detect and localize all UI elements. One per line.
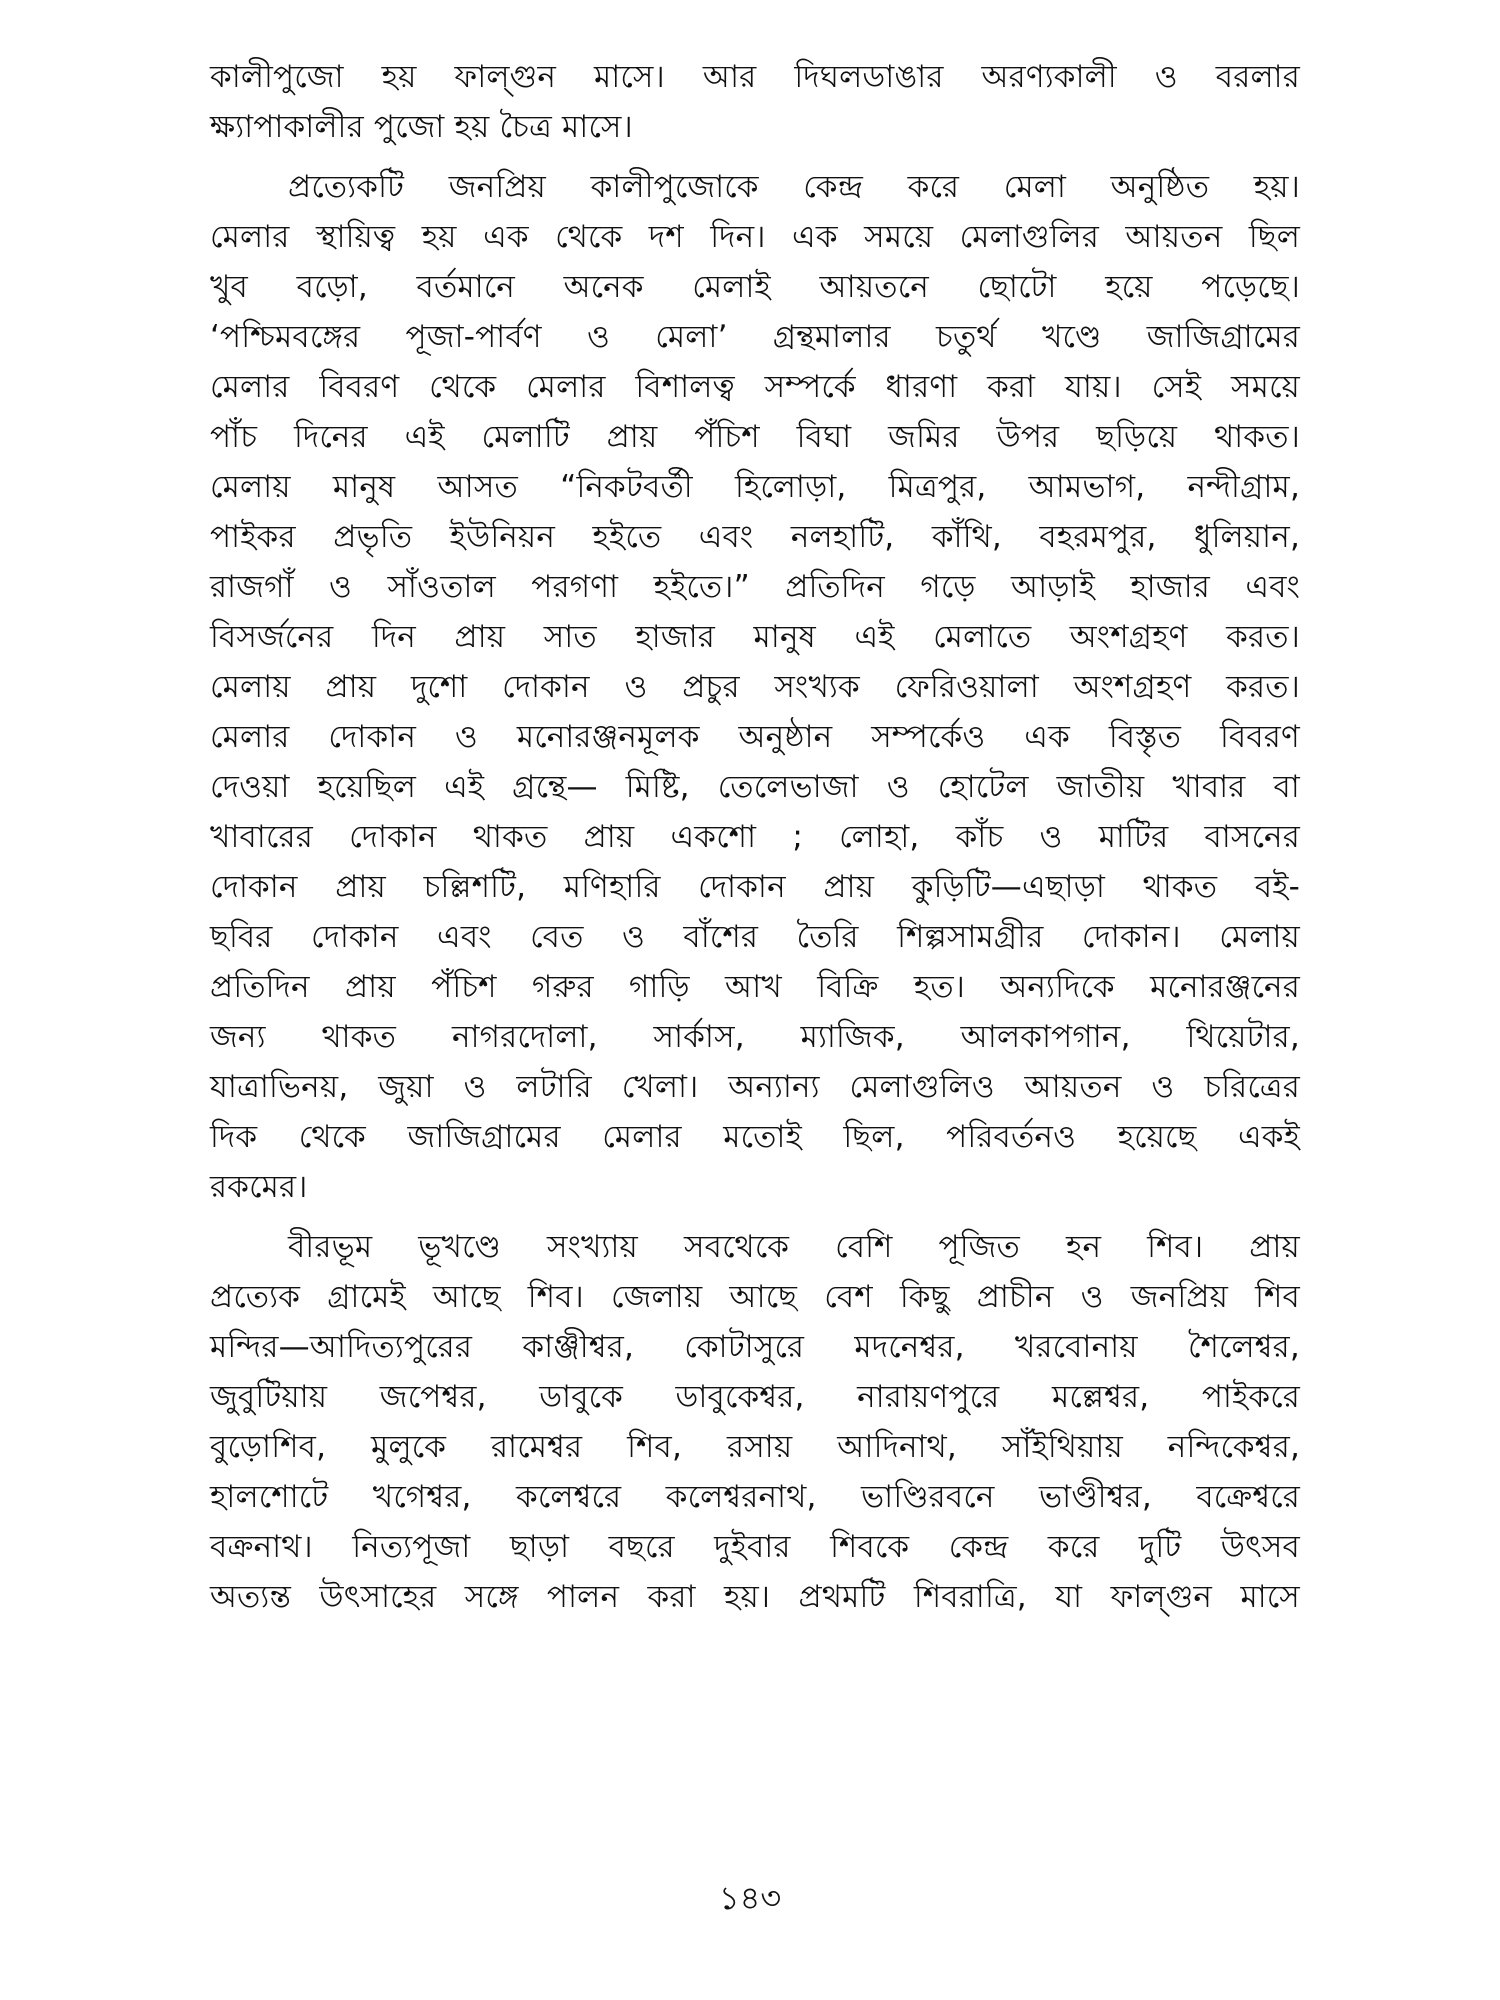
text-line: ছবির দোকান এবং বেত ও বাঁশের তৈরি শিল্পসামগ্রীর দোকান। মেলায় (210, 919, 1300, 955)
paragraph-1 (210, 52, 1300, 152)
paragraph-2 (210, 162, 1300, 1212)
text-line: বক্রনাথ। নিত্যপূজা ছাড়া বছরে দুইবার শিবকে কেন্দ্র করে দুটি উৎসব (210, 1529, 1300, 1565)
paragraph-gap (210, 152, 1300, 162)
text-line: রকমের। (210, 1169, 308, 1205)
text-line: প্রত্যেকটি জনপ্রিয় কালীপুজোকে কেন্দ্র করে মেলা অনুষ্ঠিত হয়। (288, 169, 1300, 205)
text-line: মেলায় প্রায় দুশো দোকান ও প্রচুর সংখ্যক ফেরিওয়ালা অংশগ্রহণ করত। (210, 669, 1300, 705)
text-line: দিক থেকে জাজিগ্রামের মেলার মতোই ছিল, পরিবর্তনও হয়েছে একই (210, 1119, 1300, 1155)
text-line: দেওয়া হয়েছিল এই গ্রন্থে— মিষ্টি, তেলেভাজা ও হোটেল জাতীয় খাবার বা (210, 769, 1300, 805)
paragraph-3 (210, 1222, 1300, 1622)
text-line: যাত্রাভিনয়, জুয়া ও লটারি খেলা। অন্যান্য মেলাগুলিও আয়তন ও চরিত্রের (210, 1069, 1300, 1105)
text-line: মেলার বিবরণ থেকে মেলার বিশালত্ব সম্পর্কে ধারণা করা যায়। সেই সময়ে (210, 369, 1300, 405)
text-line: জুবুটিয়ায় জপেশ্বর, ডাবুকে ডাবুকেশ্বর, নারায়ণপুরে মল্লেশ্বর, পাইকরে (210, 1379, 1300, 1415)
text-line: অত্যন্ত উৎসাহের সঙ্গে পালন করা হয়। প্রথমটি শিবরাত্রি, যা ফাল্গুন মাসে (210, 1579, 1300, 1615)
text-line: প্রতিদিন প্রায় পঁচিশ গরুর গাড়ি আখ বিক্রি হত। অন্যদিকে মনোরঞ্জনের (210, 969, 1300, 1005)
text-line: রাজগাঁ ও সাঁওতাল পরগণা হইতে।” প্রতিদিন গড়ে আড়াই হাজার এবং (210, 569, 1300, 605)
text-line: ক্ষ্যাপাকালীর পুজো হয় চৈত্র মাসে। (210, 109, 633, 145)
text-line: হালশোটে খগেশ্বর, কলেশ্বরে কলেশ্বরনাথ, ভাণ্ডিরবনে ভাণ্ডীশ্বর, বক্রেশ্বরে (210, 1479, 1300, 1515)
text-line: খাবারের দোকান থাকত প্রায় একশো ; লোহা, কাঁচ ও মাটির বাসনের (210, 819, 1300, 855)
text-line: পাঁচ দিনের এই মেলাটি প্রায় পঁচিশ বিঘা জমির উপর ছড়িয়ে থাকত। (210, 419, 1300, 455)
text-line: দোকান প্রায় চল্লিশটি, মণিহারি দোকান প্রায় কুড়িটি—এছাড়া থাকত বই- (210, 869, 1300, 905)
text-line: ‘পশ্চিমবঙ্গের পূজা-পার্বণ ও মেলা’ গ্রন্থমালার চতুর্থ খণ্ডে জাজিগ্রামের (210, 319, 1300, 355)
text-line: প্রত্যেক গ্রামেই আছে শিব। জেলায় আছে বেশ কিছু প্রাচীন ও জনপ্রিয় শিব (210, 1279, 1300, 1315)
text-line: বিসর্জনের দিন প্রায় সাত হাজার মানুষ এই মেলাতে অংশগ্রহণ করত। (210, 619, 1300, 655)
page-number: ১৪৩ (718, 1879, 782, 1917)
text-line: বুড়োশিব, মুলুকে রামেশ্বর শিব, রসায় আদিনাথ, সাঁইথিয়ায় নন্দিকেশ্বর, (210, 1429, 1300, 1465)
text-line: মেলার দোকান ও মনোরঞ্জনমূলক অনুষ্ঠান সম্পর্কেও এক বিস্তৃত বিবরণ (210, 719, 1300, 755)
text-line: খুব বড়ো, বর্তমানে অনেক মেলাই আয়তনে ছোটো হয়ে পড়েছে। (210, 269, 1300, 305)
text-line: জন্য থাকত নাগরদোলা, সার্কাস, ম্যাজিক, আলকাপগান, থিয়েটার, (210, 1019, 1300, 1055)
text-line: মেলায় মানুষ আসত “নিকটবর্তী হিলোড়া, মিত্রপুর, আমভাগ, নন্দীগ্রাম, (210, 469, 1300, 505)
text-line: কালীপুজো হয় ফাল্গুন মাসে। আর দিঘলডাঙার অরণ্যকালী ও বরলার (210, 59, 1300, 95)
text-line: পাইকর প্রভৃতি ইউনিয়ন হইতে এবং নলহাটি, কাঁথি, বহরমপুর, ধুলিয়ান, (210, 519, 1300, 555)
text-line: মেলার স্থায়িত্ব হয় এক থেকে দশ দিন। এক সময়ে মেলাগুলির আয়তন ছিল (210, 219, 1300, 255)
text-line: বীরভূম ভূখণ্ডে সংখ্যায় সবথেকে বেশি পূজিত হন শিব। প্রায় (288, 1229, 1300, 1265)
text-line: মন্দির—আদিত্যপুরের কাঞ্জীশ্বর, কোটাসুরে মদনেশ্বর, খরবোনায় শৈলেশ্বর, (210, 1329, 1300, 1365)
paragraph-gap (210, 1212, 1300, 1222)
page-body (210, 52, 1300, 1622)
